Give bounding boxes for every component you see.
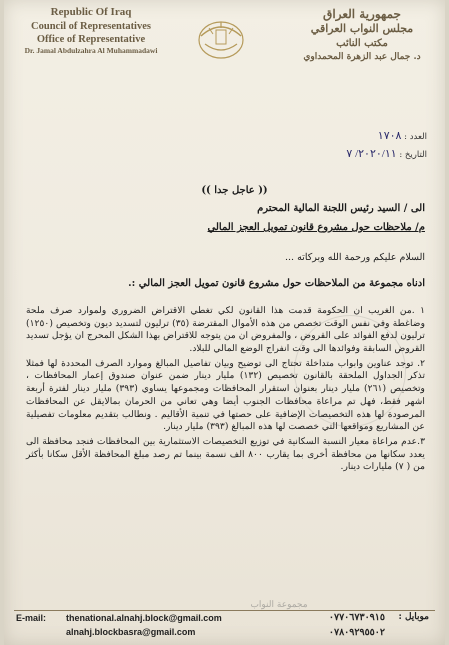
header-ar-name: د. جمال عبد الزهرة المحمداوي: [303, 51, 421, 62]
header-en-country: Republic Of Iraq: [50, 6, 132, 18]
header-en-office: Office of Representative: [36, 33, 146, 45]
paragraph-2: ٢. توجد عناوين وابواب متداخلة تحتاج الى توضيح وبيان تفاصيل المبالغ وموارد الصرف المحددة لها فمثلا تذكر الجداول الملحقة بالقانون تخصيص (١٣٢) مليار دينار ضمن عنوان صندوق إعمار المحافظات ، وتخصيص (٢٦١) مليار دينار بعنوان استقرار المحافظات ومجموعها يساوي (٣٩٣) مليار دينار لفترة أربعة اشهر فقط، فهل تم مراعاة محافظات الجنوب أيضا وهي تعاني من الحرمان بمالايقل عن المحافظات المرصودة لها هذه التخصيصات الإضافية على حصتها في تنمية الأقاليم . ونطالب بتقديم معلومات تفصيلية عن المشاريع ومواقعها التي خصصت لها هذه المبالغ (٣٩٣) مليار دينار.: [26, 357, 426, 433]
footer-phone-secondary: ٠٧٨٠٩٢٩٥٥٠٢: [328, 627, 385, 638]
reference-number-value: ١٧٠٨: [377, 130, 402, 142]
header-ar-council: مجلس النواب العراقي: [310, 22, 414, 36]
footer-email-label: E-mail:: [16, 613, 47, 623]
faint-stamp: [294, 315, 406, 427]
footer-phone-label: موبايل :: [398, 612, 429, 622]
reference-number-label: العدد :: [404, 132, 427, 142]
reference-date: [267, 146, 427, 164]
letter-page: [4, 0, 445, 645]
reference-block: [267, 128, 427, 163]
paragraph-1: ١ .من الغريب ان الحكومة قدمت هذا القانون لكي تغطي الاقتراض الضروري ولموارد صرف ملحة وضاغطة وفي نفس الوقت تخصص من هذه الأموال المقترضة (٣٥) ترليون لتسديد ديون وتخصيص (١٢٥٠) ترليون لدفع الفوائد على القروض ، والمفروض ان من يتوجه للاقتراض بهذا الشكل المحرج ان يؤجل تسديد القروض السابقة وفوائدها الى وقت انفراج الوضع المالي للبلاد.: [26, 305, 426, 355]
recipient-line: الى / السيد رئيس اللجنة المالية المحترم: [257, 203, 425, 214]
header-ar-office: مكتب النائب: [336, 38, 388, 50]
reference-date-value: ٢٠٢٠/١١/ ٧: [346, 147, 397, 160]
footer-email-primary[interactable]: thenational.alnahj.block@gmail.com: [66, 613, 222, 623]
intro-line: ادناه مجموعة من الملاحظات حول مشروع قانون تمويل العجز المالي :.: [128, 278, 425, 289]
footer-email-secondary[interactable]: alnahj.blockbasra@gmail.com: [66, 627, 196, 637]
footer-divider: [14, 610, 435, 611]
subject-line: م/ ملاحظات حول مشروع قانون تمويل العجز المالي: [207, 222, 425, 233]
reference-number: [267, 128, 427, 146]
office-stamp: [234, 600, 324, 644]
iraq-emblem-icon: [187, 14, 255, 64]
header-arabic: [297, 6, 427, 63]
paragraph-3: ٣.عدم مراعاة معيار النسبة السكانية في توزيع التخصيصات الاستثمارية بين المحافظات فنجد محافظة الى يعدد سكانها من محافظة أخرى بما يقارب ٨٠٠ الف نسمة بينما تم رصد مبلغ المحافظة الأقل سكانا بأكثر من ( ٧) مليارات دينار.: [26, 435, 425, 473]
header-en-name: Dr. Jamal Abdulzahra Al Muhammadawi: [24, 46, 158, 55]
header-ar-country: جمهورية العراق: [323, 7, 401, 21]
greeting-line: السلام عليكم ورحمة الله وبركاته ...: [285, 252, 425, 263]
footer-phone-primary: ٠٧٧٠٦٧٣٠٩١٥: [328, 612, 385, 623]
urgent-label: (( عاجل جدا )): [201, 185, 268, 196]
reference-date-label: التاريخ :: [399, 149, 427, 160]
header-english: [16, 6, 166, 55]
office-stamp-text: مجموعة النواب: [250, 600, 308, 610]
header-en-council: Council of Representatives: [31, 20, 151, 32]
